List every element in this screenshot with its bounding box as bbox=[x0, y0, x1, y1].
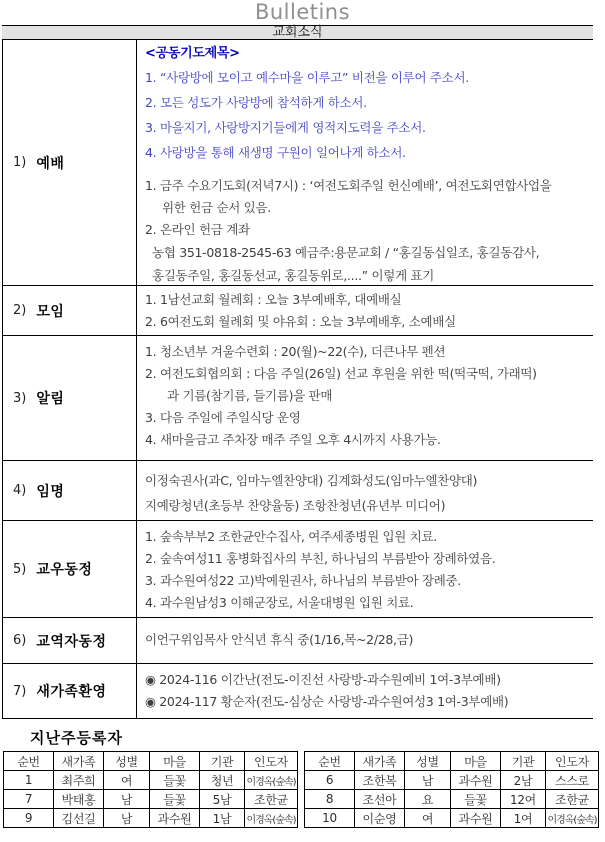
text-line: 2. 여전도회협의회 : 다음 주일(26일) 선교 후원을 위한 떡(떡국떡, 가래떡) bbox=[145, 366, 537, 381]
section-number: 6) bbox=[13, 633, 27, 648]
table-cell: 1남 bbox=[200, 809, 245, 828]
section-title: 예배 bbox=[36, 155, 65, 172]
section-announcements bbox=[3, 336, 593, 461]
column-header: 마을 bbox=[451, 752, 501, 771]
table-cell: 조선아 bbox=[355, 790, 405, 809]
section-member-news-content bbox=[137, 521, 593, 617]
table-cell: 김선길 bbox=[54, 809, 104, 828]
table-cell: 청년 bbox=[200, 771, 245, 790]
section-appointments-content bbox=[137, 461, 593, 520]
section-meetings bbox=[3, 286, 593, 336]
page-title: Bulletins bbox=[254, 0, 351, 24]
text-line: 3. 과수원여성22 고)박예원권사, 하나님의 부름받아 장례중. bbox=[145, 573, 461, 588]
table-cell: 여 bbox=[104, 771, 150, 790]
column-header: 새가족 bbox=[355, 752, 405, 771]
table-body bbox=[4, 771, 298, 828]
table-cell: 여 bbox=[405, 809, 451, 828]
table-cell: 5남 bbox=[200, 790, 245, 809]
table-cell: 이경옥(숲속) bbox=[245, 809, 298, 828]
text-line bbox=[145, 165, 591, 175]
section-number: 3) bbox=[13, 390, 27, 406]
section-meetings-label bbox=[3, 286, 137, 335]
church-news-header: 교회소식 bbox=[2, 25, 593, 40]
section-number: 7) bbox=[13, 683, 27, 699]
section-number: 2) bbox=[13, 303, 27, 318]
section-worship-label bbox=[3, 40, 137, 285]
section-title: 교우동정 bbox=[36, 562, 93, 578]
text-line: 이정숙권사(과C, 임마누엘찬양대) 김계화성도(임마누엘찬양대) bbox=[145, 473, 478, 488]
table-cell: 조한균 bbox=[245, 790, 298, 809]
table-cell: 조한복 bbox=[355, 771, 405, 790]
column-header: 기관 bbox=[501, 752, 546, 771]
table-cell: 스스로 bbox=[546, 771, 599, 790]
text-line: 지예랑청년(초등부 찬양율동) 조항찬청년(유년부 미디어) bbox=[145, 498, 446, 513]
section-pastor-news bbox=[3, 618, 593, 664]
text-line: ◉ 2024-116 이간난(전도-이진선 사랑방-과수원예비 1여-3부예배) bbox=[145, 672, 501, 687]
text-line: 2. 모든 성도가 사랑방에 참석하게 하소서. bbox=[145, 95, 367, 110]
table-row bbox=[4, 771, 298, 790]
table-row bbox=[4, 809, 298, 828]
bulletin-table bbox=[2, 40, 593, 719]
text-line: 1. 청소년부 겨울수련회 : 20(월)~22(수), 더큰나무 펜션 bbox=[145, 344, 446, 359]
section-title: 새가족환영 bbox=[36, 684, 107, 700]
section-meetings-content bbox=[137, 286, 593, 335]
section-worship-content bbox=[137, 40, 593, 285]
table-body bbox=[305, 771, 599, 828]
section-member-news-label bbox=[3, 521, 137, 617]
column-header: 인도자 bbox=[245, 752, 298, 771]
text-line: 1. “사랑방에 모이고 예수마을 이루고” 비전을 이루어 주소서. bbox=[145, 70, 469, 85]
column-header: 마을 bbox=[150, 752, 200, 771]
section-new-family-content bbox=[137, 664, 593, 718]
table-row bbox=[305, 809, 599, 828]
table-row bbox=[305, 771, 599, 790]
section-number: 1) bbox=[13, 155, 27, 170]
section-appointments-label bbox=[3, 461, 137, 520]
table-cell: 10 bbox=[305, 809, 355, 828]
text-line: <공동기도제목> bbox=[145, 46, 240, 61]
text-line: 4. 사랑방을 통해 새생명 구원이 일어나게 하소서. bbox=[145, 145, 406, 160]
column-header: 순번 bbox=[4, 752, 54, 771]
text-line: 1. 숲속부부2 조한균안수집사, 여주세종병원 입원 치료. bbox=[145, 529, 437, 544]
registrants-tables bbox=[3, 751, 605, 828]
table-cell: 남 bbox=[104, 809, 150, 828]
section-pastor-news-content bbox=[137, 618, 593, 663]
section-worship bbox=[3, 40, 593, 286]
section-new-family-label bbox=[3, 664, 137, 718]
table-cell: 9 bbox=[4, 809, 54, 828]
section-pastor-news-label bbox=[3, 618, 137, 663]
section-number: 4) bbox=[13, 483, 27, 498]
table-cell: 조한균 bbox=[546, 790, 599, 809]
table-cell: 들꽃 bbox=[451, 790, 501, 809]
column-header: 순번 bbox=[305, 752, 355, 771]
section-announcements-label bbox=[3, 336, 137, 460]
text-line: 4. 새마을금고 주차장 매주 주일 오후 4시까지 사용가능. bbox=[145, 432, 441, 447]
table-cell: 과수원 bbox=[451, 771, 501, 790]
section-title: 모임 bbox=[36, 303, 65, 320]
table-header-row bbox=[4, 752, 298, 771]
section-title: 알림 bbox=[36, 391, 65, 407]
table-cell: 8 bbox=[305, 790, 355, 809]
registrants-heading: 지난주등록자 bbox=[30, 729, 123, 747]
section-title: 임명 bbox=[36, 483, 65, 500]
table-cell: 1여 bbox=[501, 809, 546, 828]
column-header: 기관 bbox=[200, 752, 245, 771]
column-header: 인도자 bbox=[546, 752, 599, 771]
table-cell: 6 bbox=[305, 771, 355, 790]
table-header-row bbox=[305, 752, 599, 771]
table-cell: 이순영 bbox=[355, 809, 405, 828]
table-row bbox=[305, 790, 599, 809]
column-header: 성별 bbox=[104, 752, 150, 771]
table-cell: 과수원 bbox=[150, 809, 200, 828]
column-header: 성별 bbox=[405, 752, 451, 771]
column-header: 새가족 bbox=[54, 752, 104, 771]
table-cell: 7 bbox=[4, 790, 54, 809]
table-cell: 박태홍 bbox=[54, 790, 104, 809]
text-line: 2. 온라인 헌금 계좌 bbox=[145, 222, 250, 237]
text-line: 4. 과수원남성3 이해군장로, 서울대병원 입원 치료. bbox=[145, 595, 414, 610]
text-line: 과 기름(참기름, 들기름)을 판매 bbox=[167, 388, 333, 403]
text-line: 3. 다음 주일에 주일식당 운영 bbox=[145, 410, 301, 425]
section-announcements-content bbox=[137, 336, 593, 460]
table-cell: 1 bbox=[4, 771, 54, 790]
text-line: 이언구위임목사 안식년 휴식 중(1/16,목~2/28,금) bbox=[145, 632, 414, 647]
text-line: 2. 6여전도회 월례회 및 야유회 : 오늘 3부예배후, 소예배실 bbox=[145, 314, 456, 329]
table-cell: 들꽃 bbox=[150, 771, 200, 790]
text-line: ◉ 2024-117 황순자(전도-심상순 사랑방-과수원여성3 1여-3부예배) bbox=[145, 694, 509, 709]
table-cell: 남 bbox=[405, 771, 451, 790]
text-line: 농협 351-0818-2545-63 예금주:용문교회 / “홍길동십일조, 홍길동감사, bbox=[152, 245, 540, 260]
text-line: 3. 마을지기, 사랑방지기들에게 영적지도력을 주소서. bbox=[145, 120, 426, 135]
table-row bbox=[4, 790, 298, 809]
text-line: 1. 금주 수요기도회(저녁7시) : ‘여전도회주일 헌신예배’, 여전도회연합사업을 bbox=[145, 178, 552, 193]
section-number: 5) bbox=[13, 561, 27, 577]
text-line: 1. 1남선교회 월례회 : 오늘 3부예배후, 대예배실 bbox=[145, 292, 402, 307]
registrants-table-right bbox=[304, 751, 599, 828]
table-cell: 과수원 bbox=[451, 809, 501, 828]
section-new-family bbox=[3, 664, 593, 719]
table-cell: 이경옥(숲속) bbox=[546, 809, 599, 828]
table-cell: 2남 bbox=[501, 771, 546, 790]
table-cell: 요 bbox=[405, 790, 451, 809]
text-line: 홍길동주일, 홍길동선교, 홍길동위로,....” 이렇게 표기 bbox=[152, 268, 435, 283]
text-line: 2. 숲속여성11 홍병화집사의 부친, 하나님의 부름받아 장례하였음. bbox=[145, 551, 496, 566]
table-cell: 남 bbox=[104, 790, 150, 809]
text-line: 위한 헌금 순서 있음. bbox=[162, 200, 271, 215]
section-title: 교역자동정 bbox=[36, 633, 107, 650]
section-appointments bbox=[3, 461, 593, 521]
table-cell: 들꽃 bbox=[150, 790, 200, 809]
table-cell: 이경옥(숲속) bbox=[245, 771, 298, 790]
table-cell: 12여 bbox=[501, 790, 546, 809]
table-cell: 최주희 bbox=[54, 771, 104, 790]
registrants-table-left bbox=[3, 751, 298, 828]
section-member-news bbox=[3, 521, 593, 618]
